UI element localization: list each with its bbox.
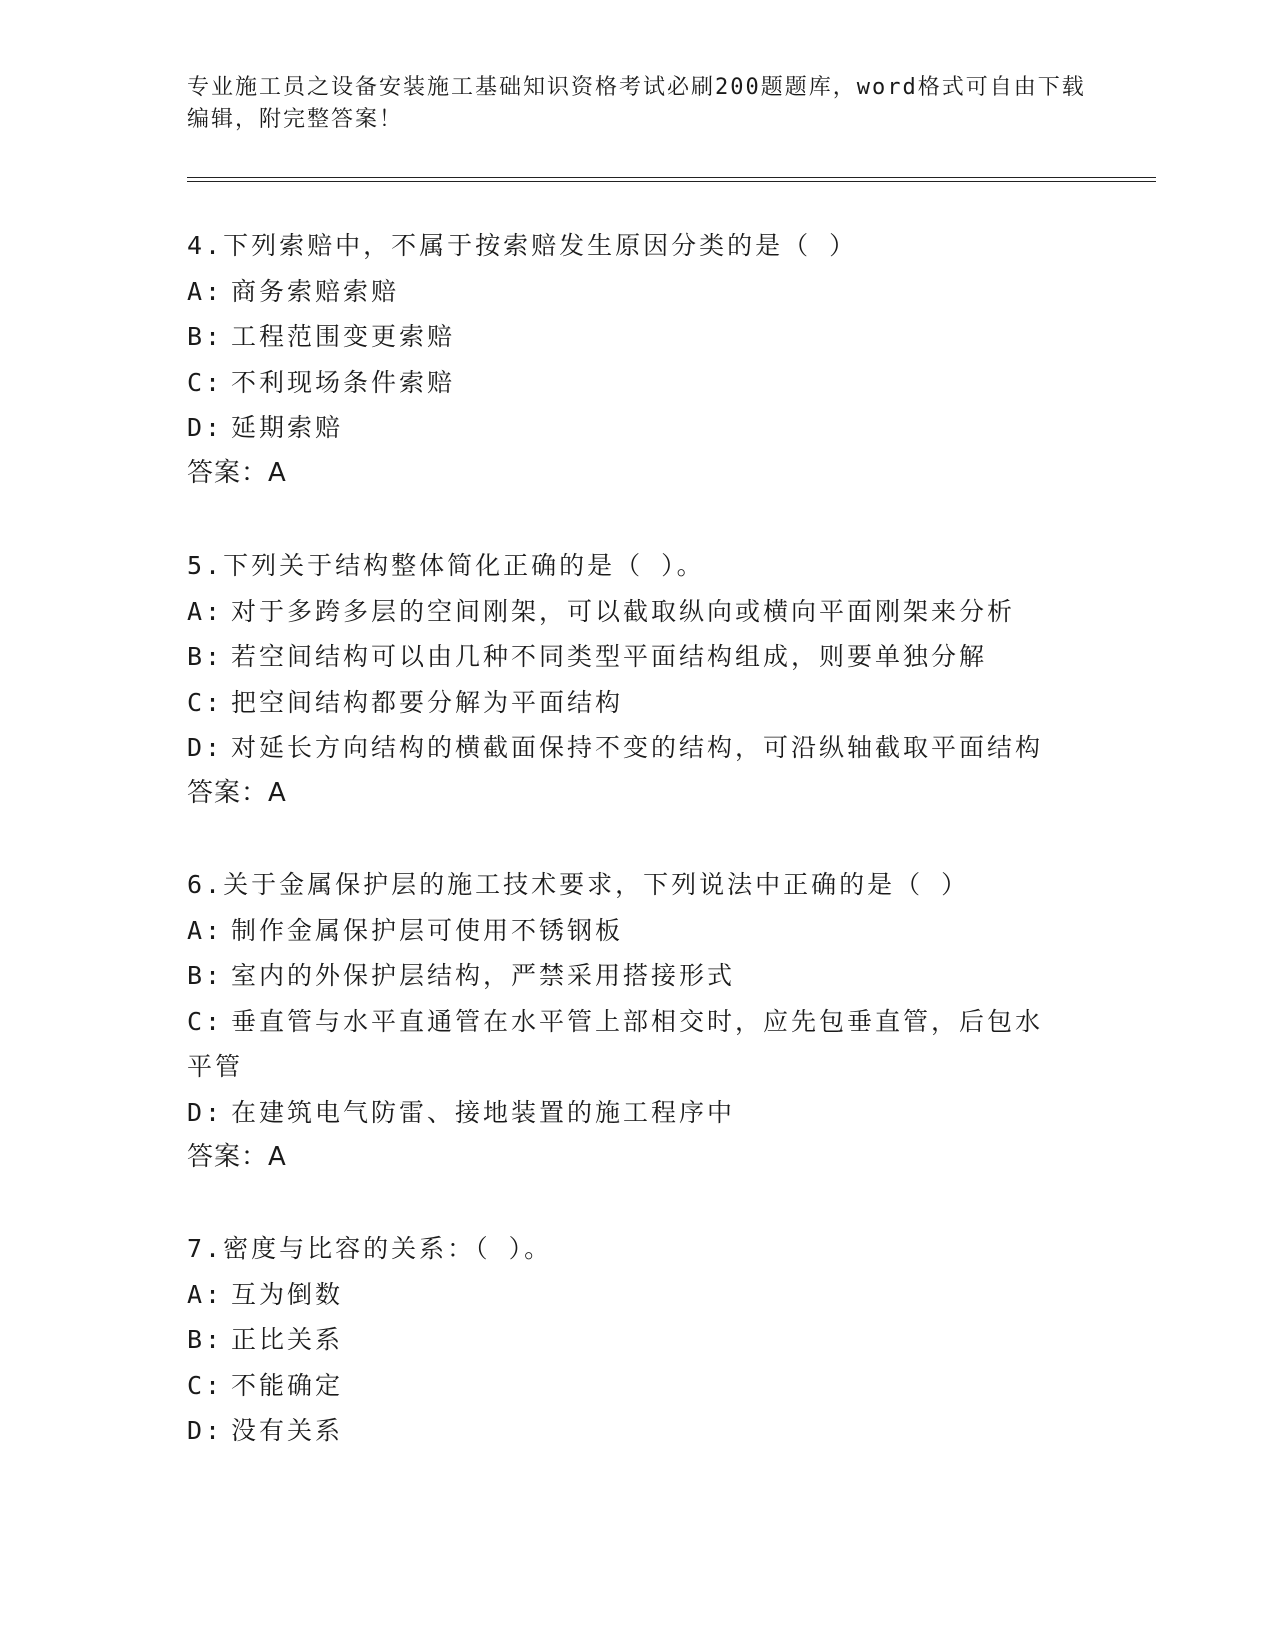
option-a: [187, 1272, 1087, 1318]
option-letter: C:: [187, 687, 224, 717]
option-text: 商务索赔索赔: [231, 276, 400, 306]
option-letter: A:: [187, 596, 224, 626]
option-d: [187, 1408, 1087, 1454]
option-letter: C:: [187, 1370, 224, 1400]
option-c: [187, 680, 1087, 726]
option-d: [187, 725, 1087, 771]
option-letter: D:: [187, 1097, 224, 1127]
header-divider: [187, 177, 1156, 182]
header-text: 专业施工员之设备安装施工基础知识资格考试必刷200题题库，word格式可自由下载编辑，附完整答案！: [187, 75, 1086, 132]
option-text: 室内的外保护层结构，严禁采用搭接形式: [231, 961, 736, 990]
option-text: 把空间结构都要分解为平面结构: [231, 687, 624, 717]
option-letter: B:: [187, 642, 224, 671]
option-letter: D:: [187, 413, 224, 442]
option-a: [187, 269, 1087, 315]
option-letter: B:: [187, 322, 224, 351]
option-text: 垂直管与水平直通管在水平管上部相交时，应先包垂直管，后包水平管: [187, 1006, 1044, 1081]
option-letter: D:: [187, 733, 224, 762]
option-text: 若空间结构可以由几种不同类型平面结构组成，则要单独分解: [231, 642, 988, 671]
option-text: 正比关系: [231, 1325, 344, 1354]
option-letter: C:: [187, 1006, 224, 1036]
option-text: 对延长方向结构的横截面保持不变的结构，可沿纵轴截取平面结构: [231, 733, 1044, 762]
option-c: [187, 1363, 1087, 1409]
option-c: [187, 360, 1087, 406]
question-4: [187, 223, 1087, 496]
option-text: 工程范围变更索赔: [231, 322, 456, 351]
option-c: [187, 999, 1067, 1090]
question-stem: 6.关于金属保护层的施工技术要求，下列说法中正确的是（ ）: [187, 870, 970, 899]
question-stem: 7.密度与比容的关系：（ ）。: [187, 1234, 553, 1263]
option-d: [187, 405, 1087, 451]
option-text: 不能确定: [231, 1370, 344, 1400]
option-letter: A:: [187, 1279, 224, 1309]
option-letter: D:: [187, 1416, 224, 1445]
option-text: 在建筑电气防雷、接地装置的施工程序中: [231, 1097, 736, 1127]
question-5: [187, 543, 1087, 816]
option-letter: B:: [187, 961, 224, 990]
option-b: [187, 314, 1087, 360]
option-text: 制作金属保护层可使用不锈钢板: [231, 915, 624, 945]
document-header: [187, 72, 1087, 136]
option-text: 互为倒数: [231, 1279, 344, 1309]
answer-line: 答案：A: [187, 1142, 287, 1172]
option-letter: A:: [187, 915, 224, 945]
option-b: [187, 1317, 1087, 1363]
option-b: [187, 953, 1087, 999]
question-7: [187, 1226, 1087, 1454]
answer-line: 答案：A: [187, 777, 287, 808]
answer-line: 答案：A: [187, 457, 287, 488]
option-a: [187, 908, 1087, 954]
option-text: 不利现场条件索赔: [231, 367, 456, 397]
option-d: [187, 1090, 1087, 1136]
option-letter: A:: [187, 276, 224, 306]
option-a: [187, 589, 1087, 635]
option-text: 没有关系: [231, 1416, 344, 1445]
question-stem: 4.下列索赔中，不属于按索赔发生原因分类的是（ ）: [187, 231, 858, 260]
question-6: [187, 862, 1087, 1181]
option-b: [187, 634, 1087, 680]
option-text: 延期索赔: [231, 413, 344, 442]
option-letter: C:: [187, 367, 224, 397]
question-stem: 5.下列关于结构整体简化正确的是（ ）。: [187, 551, 705, 580]
option-text: 对于多跨多层的空间刚架，可以截取纵向或横向平面刚架来分析: [231, 596, 1016, 626]
option-letter: B:: [187, 1325, 224, 1354]
